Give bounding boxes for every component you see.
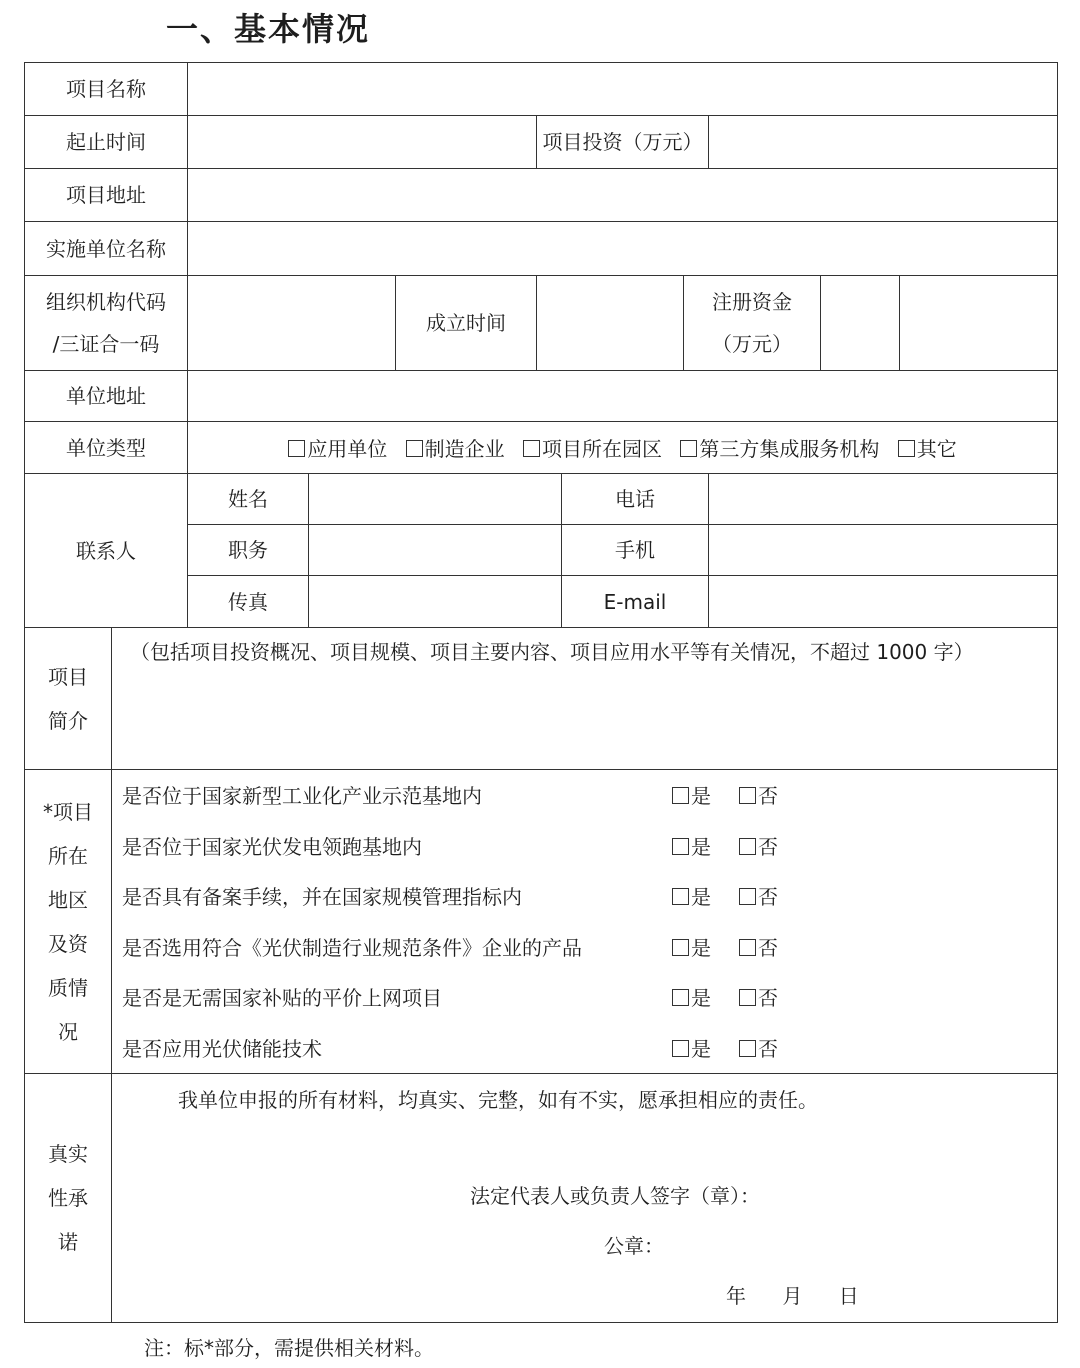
unit-type-option-park[interactable] bbox=[523, 437, 662, 461]
checkbox-icon[interactable] bbox=[406, 440, 423, 457]
signature-label: 法定代表人或负责人签字（章）： bbox=[470, 1184, 760, 1208]
unit-type-label-park: 项目所在园区 bbox=[542, 437, 663, 461]
yes-option[interactable] bbox=[672, 831, 711, 860]
pledge-body bbox=[112, 1074, 1057, 1322]
checkbox-icon[interactable] bbox=[898, 440, 915, 457]
contact-fax-field[interactable] bbox=[309, 576, 562, 628]
unit-type-label-app: 应用单位 bbox=[307, 437, 388, 461]
intro-label-line1: 项目 bbox=[48, 664, 88, 689]
project-name-label: 项目名称 bbox=[25, 63, 188, 116]
section-title: 一、基本情况 bbox=[166, 10, 371, 48]
checkbox-icon[interactable] bbox=[739, 989, 756, 1006]
qualification-label-line: 质情 bbox=[48, 975, 88, 1000]
pledge-label-line: 性承 bbox=[48, 1186, 88, 1210]
no-option[interactable] bbox=[739, 932, 778, 961]
checkbox-icon[interactable] bbox=[739, 838, 756, 855]
capital-field[interactable] bbox=[821, 276, 900, 371]
question-text: 是否选用符合《光伏制造行业规范条件》企业的产品 bbox=[122, 935, 582, 960]
question-row bbox=[112, 922, 1057, 973]
checkbox-icon[interactable] bbox=[672, 939, 689, 956]
qualification-questions bbox=[112, 770, 1058, 1074]
unit-type-label: 单位类型 bbox=[25, 422, 188, 474]
established-label: 成立时间 bbox=[396, 276, 537, 371]
contact-name-field[interactable] bbox=[309, 474, 562, 525]
contact-email-field[interactable] bbox=[709, 576, 1058, 628]
contact-position-field[interactable] bbox=[309, 525, 562, 576]
unit-type-option-app[interactable] bbox=[288, 437, 387, 461]
period-label: 起止时间 bbox=[25, 116, 188, 169]
yes-option[interactable] bbox=[672, 1033, 711, 1062]
contact-position-label: 职务 bbox=[188, 525, 309, 576]
contact-phone-field[interactable] bbox=[709, 474, 1058, 525]
contact-email-label: E-mail bbox=[562, 576, 709, 628]
checkbox-icon[interactable] bbox=[288, 440, 305, 457]
yes-label: 是 bbox=[691, 935, 711, 960]
unit-type-options bbox=[188, 422, 1058, 474]
question-text: 是否是无需国家补贴的平价上网项目 bbox=[122, 986, 442, 1010]
capital-label bbox=[684, 276, 821, 371]
contact-fax-label: 传真 bbox=[188, 576, 309, 628]
checkbox-icon[interactable] bbox=[739, 939, 756, 956]
no-label: 否 bbox=[758, 935, 778, 960]
contact-mobile-label: 手机 bbox=[562, 525, 709, 576]
question-row bbox=[112, 972, 1057, 1023]
capital-label-line2: （万元） bbox=[712, 332, 792, 356]
checkbox-icon[interactable] bbox=[672, 989, 689, 1006]
question-text: 是否应用光伏储能技术 bbox=[122, 1036, 322, 1061]
contact-name-label: 姓名 bbox=[188, 474, 309, 525]
question-row bbox=[112, 1023, 1057, 1074]
contact-mobile-field[interactable] bbox=[709, 525, 1058, 576]
unit-type-option-other[interactable] bbox=[898, 437, 957, 461]
unit-type-label-manufacturer: 制造企业 bbox=[424, 437, 505, 461]
project-address-label: 项目地址 bbox=[25, 169, 188, 222]
yes-label: 是 bbox=[691, 885, 711, 909]
checkbox-icon[interactable] bbox=[672, 838, 689, 855]
checkbox-icon[interactable] bbox=[739, 787, 756, 804]
yes-label: 是 bbox=[691, 1036, 711, 1061]
org-code-label-line2: /三证合一码 bbox=[52, 332, 160, 356]
unit-name-field[interactable] bbox=[188, 222, 1058, 276]
intro-label bbox=[25, 628, 112, 770]
no-label: 否 bbox=[758, 784, 778, 808]
pledge-label bbox=[25, 1074, 112, 1323]
qualification-label-line: 及资 bbox=[48, 931, 88, 956]
checkbox-icon[interactable] bbox=[680, 440, 697, 457]
no-label: 否 bbox=[758, 986, 778, 1010]
intro-hint-text: （包括项目投资概况、项目规模、项目主要内容、项目应用水平等有关情况，不超过 1000 字） bbox=[130, 640, 974, 664]
unit-type-label-integrator: 第三方集成服务机构 bbox=[699, 437, 880, 461]
unit-address-label: 单位地址 bbox=[25, 371, 188, 422]
no-option[interactable] bbox=[739, 780, 778, 809]
project-name-field[interactable] bbox=[188, 63, 1058, 116]
intro-field[interactable] bbox=[112, 628, 1058, 770]
org-code-label bbox=[25, 276, 188, 371]
qualification-label-line: *项目 bbox=[43, 799, 93, 824]
checkbox-icon[interactable] bbox=[672, 1040, 689, 1057]
org-code-label-line1: 组织机构代码 bbox=[46, 290, 166, 314]
investment-field[interactable] bbox=[709, 116, 1058, 169]
no-option[interactable] bbox=[739, 831, 778, 860]
question-row bbox=[112, 821, 1057, 872]
question-text: 是否位于国家光伏发电领跑基地内 bbox=[122, 834, 422, 859]
yes-option[interactable] bbox=[672, 881, 711, 910]
pledge-label-line: 真实 bbox=[48, 1142, 88, 1166]
no-label: 否 bbox=[758, 1036, 778, 1061]
date-label: 年 月 日 bbox=[726, 1284, 859, 1308]
checkbox-icon[interactable] bbox=[523, 440, 540, 457]
yes-option[interactable] bbox=[672, 780, 711, 809]
period-field[interactable] bbox=[188, 116, 537, 169]
capital-label-line1: 注册资金 bbox=[712, 290, 792, 314]
yes-label: 是 bbox=[691, 834, 711, 859]
pledge-statement: 我单位申报的所有材料，均真实、完整，如有不实，愿承担相应的责任。 bbox=[178, 1088, 818, 1112]
question-row bbox=[112, 770, 1057, 821]
seal-label: 公章： bbox=[604, 1234, 664, 1258]
org-code-field[interactable] bbox=[188, 276, 396, 371]
question-row bbox=[112, 871, 1057, 922]
intro-label-line2: 简介 bbox=[48, 708, 88, 733]
yes-label: 是 bbox=[691, 784, 711, 808]
qualification-label bbox=[25, 770, 112, 1074]
question-text: 是否位于国家新型工业化产业示范基地内 bbox=[122, 784, 482, 808]
qualification-label-line: 况 bbox=[58, 1019, 78, 1044]
checkbox-icon[interactable] bbox=[739, 1040, 756, 1057]
footnote: 注：标*部分，需提供相关材料。 bbox=[144, 1336, 434, 1360]
no-label: 否 bbox=[758, 834, 778, 859]
no-option[interactable] bbox=[739, 1033, 778, 1062]
yes-option[interactable] bbox=[672, 932, 711, 961]
capital-extra-field[interactable] bbox=[900, 276, 1058, 371]
unit-name-label: 实施单位名称 bbox=[25, 222, 188, 276]
checkbox-icon[interactable] bbox=[672, 787, 689, 804]
unit-type-label-other: 其它 bbox=[916, 437, 957, 461]
established-field[interactable] bbox=[537, 276, 684, 371]
no-option[interactable] bbox=[739, 982, 778, 1011]
unit-type-option-integrator[interactable] bbox=[680, 437, 879, 461]
question-text: 是否具有备案手续，并在国家规模管理指标内 bbox=[122, 885, 522, 909]
contact-phone-label: 电话 bbox=[562, 474, 709, 525]
no-option[interactable] bbox=[739, 881, 778, 910]
qualification-label-line: 所在 bbox=[48, 843, 88, 868]
yes-label: 是 bbox=[691, 986, 711, 1010]
qualification-label-line: 地区 bbox=[48, 887, 88, 912]
unit-address-field[interactable] bbox=[188, 371, 1058, 422]
basic-info-form bbox=[24, 62, 1058, 1323]
no-label: 否 bbox=[758, 885, 778, 909]
unit-type-option-manufacturer[interactable] bbox=[406, 437, 505, 461]
pledge-content bbox=[112, 1074, 1058, 1323]
checkbox-icon[interactable] bbox=[672, 888, 689, 905]
project-address-field[interactable] bbox=[188, 169, 1058, 222]
investment-label: 项目投资（万元） bbox=[537, 116, 709, 169]
checkbox-icon[interactable] bbox=[739, 888, 756, 905]
yes-option[interactable] bbox=[672, 982, 711, 1011]
contact-label: 联系人 bbox=[25, 474, 188, 628]
pledge-label-line: 诺 bbox=[58, 1230, 78, 1254]
